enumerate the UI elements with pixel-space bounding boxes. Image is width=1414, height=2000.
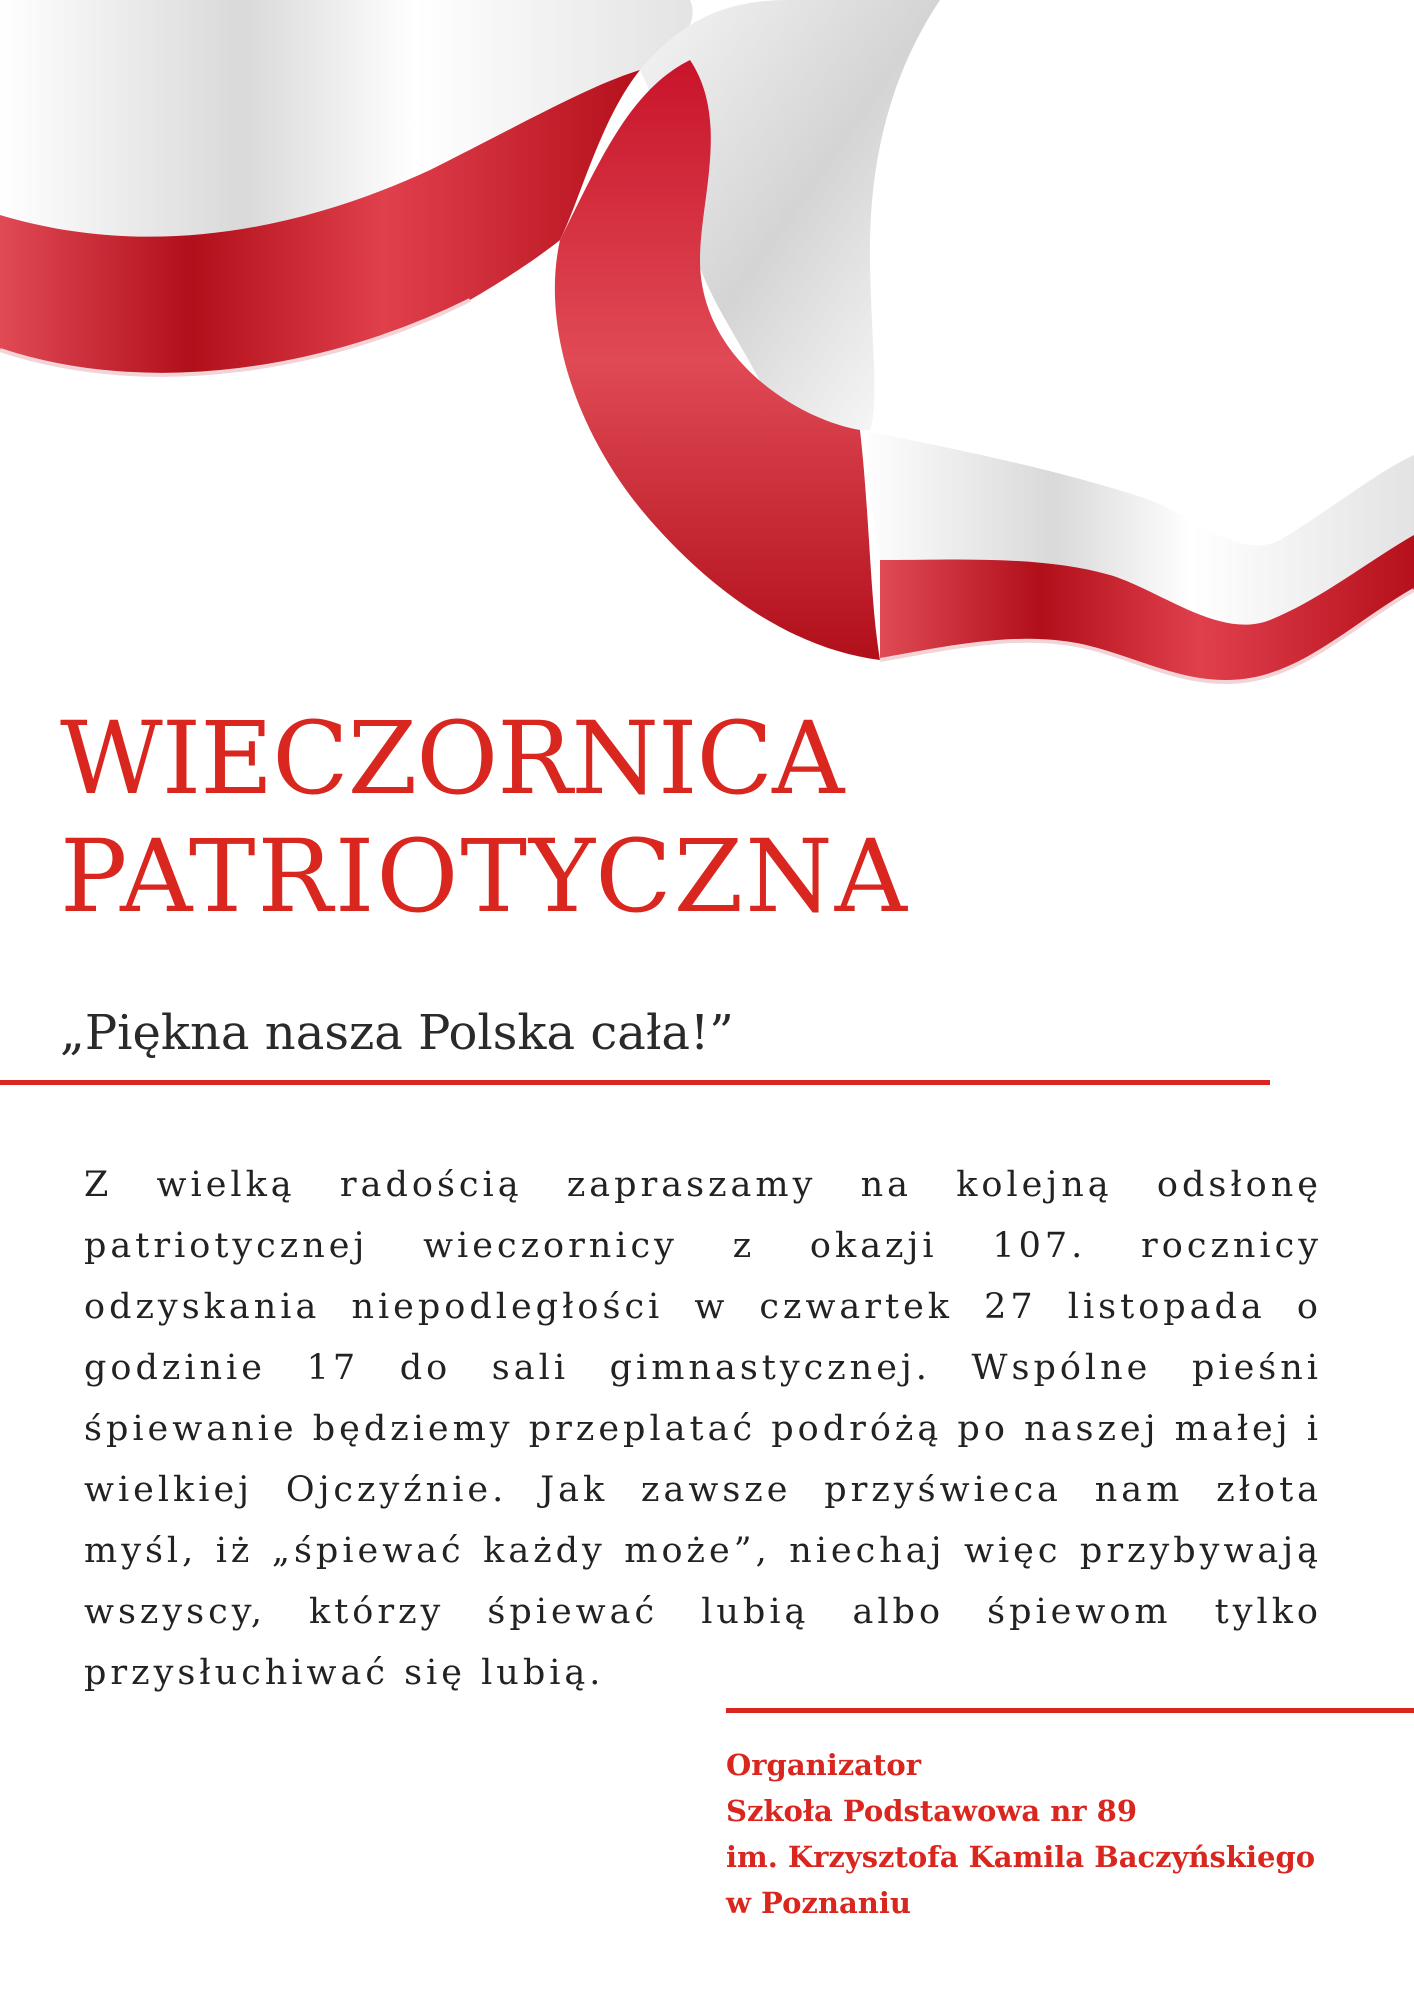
title-line-1: WIECZORNICA — [60, 700, 844, 817]
organizer-city: w Poznaniu — [726, 1886, 911, 1920]
polish-flag-ribbon-graphic — [0, 0, 1414, 700]
organizer-label: Organizator — [726, 1748, 921, 1782]
invitation-text: Z wielką radością zapraszamy na kolejną odsłonę patriotycznej wieczornicy z okazji 107. rocznicy odzyskania niepodległości w czwartek 27 listopada o godzinie 17 do sali gimnastycznej. Wspólne pieśni śpiewanie będziemy przeplatać podróżą po naszej małej i wielkiej Ojczyźnie. Jak zawsze przyświeca nam złota myśl, iż „śpiewać każdy może”, niechaj więc przybywają wszyscy, którzy śpiewać lubią albo śpiewom tylko przysłuchiwać się lubią. — [84, 1165, 1322, 1693]
poster-subtitle: „Piękna nasza Polska cała!” — [60, 1005, 734, 1061]
organizer-school: Szkoła Podstawowa nr 89 — [726, 1794, 1138, 1828]
organizer-block — [726, 1742, 1315, 1926]
poster-title — [60, 700, 909, 936]
title-line-2: PATRIOTYCZNA — [60, 818, 909, 935]
organizer-divider-line — [726, 1708, 1414, 1713]
divider-line — [0, 1080, 1270, 1085]
organizer-patron: im. Krzysztofa Kamila Baczyńskiego — [726, 1840, 1316, 1874]
